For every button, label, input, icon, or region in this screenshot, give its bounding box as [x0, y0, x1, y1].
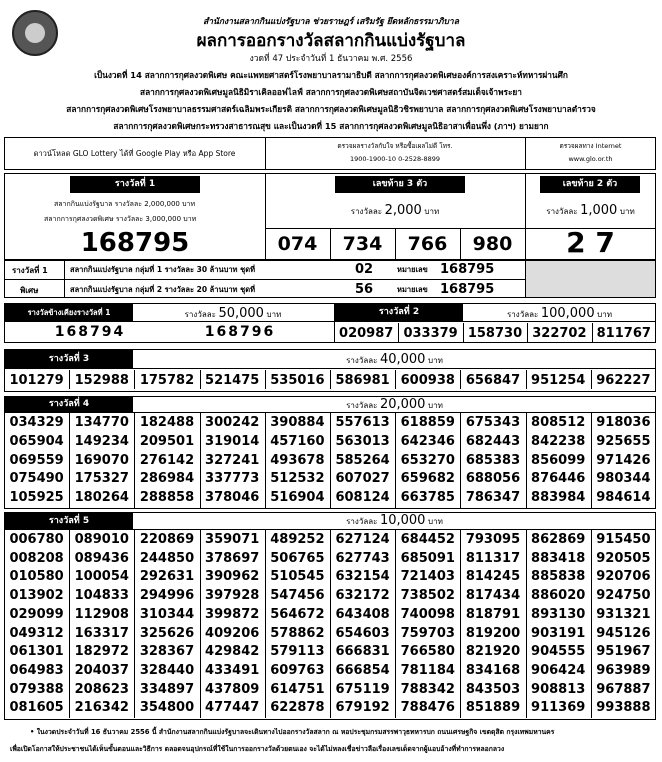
fifth-number: 010580 — [9, 569, 64, 585]
fourth-number: 512532 — [270, 471, 325, 487]
fifth-number: 433491 — [205, 662, 260, 678]
third-number: 600938 — [400, 373, 455, 388]
third-number: 101279 — [9, 373, 64, 388]
web-url[interactable]: www.glo.or.th — [568, 155, 613, 163]
fifth-number: 334897 — [139, 681, 195, 697]
fourth-number: 209501 — [139, 433, 195, 449]
fourth-number: 808512 — [531, 415, 586, 430]
fourth-number: 300242 — [205, 415, 260, 430]
fifth-number: 292631 — [139, 569, 195, 585]
fifth-number: 489252 — [270, 532, 325, 547]
near-number: 168794 — [54, 324, 126, 340]
third-number: 656847 — [465, 373, 521, 388]
fifth-number: 328367 — [139, 644, 195, 660]
first-prize-amount-1: สลากกินแบ่งรัฐบาล รางวัลละ 2,000,000 บาท — [54, 200, 196, 208]
fifth-number: 547456 — [270, 588, 325, 604]
fifth-number: 220869 — [139, 532, 195, 547]
fourth-number: 169070 — [74, 452, 129, 468]
fifth-number: 632172 — [335, 588, 390, 604]
fifth-number: 006780 — [9, 532, 64, 547]
fourth-number: 971426 — [596, 452, 651, 468]
fifth-number: 064983 — [9, 662, 64, 678]
fifth-number: 325626 — [139, 625, 195, 641]
fifth-number: 244850 — [139, 550, 195, 566]
fourth-number: 563013 — [335, 433, 390, 449]
special-label-1: รางวัลที่ 1 — [12, 266, 48, 275]
last2-number: 2 7 — [566, 226, 615, 259]
fifth-number: 622878 — [270, 700, 325, 716]
fifth-number: 208623 — [74, 681, 129, 697]
fifth-number: 766580 — [400, 644, 455, 660]
third-label: รางวัลที่ 3 — [5, 350, 133, 368]
app-download: ดาวน์โหลด GLO Lottery ได้ที่ Google Play หรือ App Store — [33, 149, 236, 158]
near-amount: รางวัลละ 50,000 บาท — [184, 306, 282, 321]
fifth-number: 963989 — [596, 662, 651, 678]
last2-label: เลขท้าย 2 ตัว — [540, 176, 640, 193]
fifth-number: 906424 — [531, 662, 586, 678]
fifth-number: 793095 — [465, 532, 521, 547]
fifth-number: 721403 — [400, 569, 455, 585]
fifth-number: 328440 — [139, 662, 195, 678]
fifth-number: 182972 — [74, 644, 129, 660]
fifth-number: 409206 — [205, 625, 260, 641]
first-prize-amount-2: สลากการกุศลงวดพิเศษ รางวัลละ 3,000,000 บาท — [44, 215, 197, 223]
fifth-number: 834168 — [465, 662, 521, 678]
third-number: 962227 — [596, 373, 651, 388]
special-row-1-desc: สลากกินแบ่งรัฐบาล กลุ่มที่ 1 รางวัลละ 30 ล้านบาท ชุดที่ — [70, 265, 256, 274]
fifth-number: 883418 — [531, 550, 586, 566]
fifth-number: 049312 — [9, 625, 64, 641]
first-prize-label: รางวัลที่ 1 — [70, 176, 200, 193]
fifth-number: 310344 — [139, 606, 195, 622]
fifth-number: 920706 — [596, 569, 651, 585]
last3-label: เลขท้าย 3 ตัว — [335, 176, 465, 193]
fifth-number: 089436 — [74, 550, 129, 566]
special-row-1-num-label: หมายเลข — [397, 265, 428, 274]
org-tagline: สำนักงานสลากกินแบ่งรัฐบาล ช่วยราษฎร์ เสริมรัฐ ยึดหลักธรรมาภิบาล — [203, 17, 459, 27]
fourth-number: 918036 — [596, 415, 651, 430]
special-row-2-set: 56 — [355, 282, 374, 297]
fourth-number: 180264 — [74, 490, 129, 506]
fourth-number: 075490 — [9, 471, 64, 487]
fourth-number: 618859 — [400, 415, 455, 430]
fourth-number: 493678 — [270, 452, 325, 468]
fourth-number: 608124 — [335, 490, 390, 506]
fifth-number: 788476 — [400, 700, 455, 716]
fifth-number: 399872 — [205, 606, 260, 622]
fourth-number: 682443 — [465, 433, 521, 449]
fifth-number: 993888 — [596, 700, 651, 716]
fourth-amount: รางวัลละ 20,000 บาท — [346, 397, 443, 412]
fifth-number: 759703 — [400, 625, 455, 641]
special-label-2: พิเศษ — [20, 286, 39, 295]
fifth-number: 627743 — [335, 550, 390, 566]
fifth-number: 945126 — [596, 625, 651, 641]
fourth-number: 980344 — [596, 471, 651, 487]
last3-number: 734 — [342, 233, 383, 255]
fifth-number: 821920 — [465, 644, 521, 660]
page-title: ผลการออกรางวัลสลากกินแบ่งรัฐบาล — [196, 31, 466, 51]
fifth-amount: รางวัลละ 10,000 บาท — [346, 513, 443, 528]
fifth-number: 675119 — [335, 681, 390, 697]
last3-amount: รางวัลละ 2,000 บาท — [350, 203, 440, 218]
footer-note-1: • ในงวดประจำวันที่ 16 ธันวาคม 2556 นี้ สำนักงานสลากกินแบ่งรัฐบาลจะเดินทางไปออกรางวัลสลาก ณ หอประชุมกรมสรรพาวุธทหารบก ถนนเศรษฐกิจ เขตดุสิต กรุงเทพมหานคร — [30, 728, 555, 736]
web-label: ตรวจผลทาง Internet — [559, 142, 622, 150]
fifth-number: 811317 — [465, 550, 521, 566]
fourth-number: 286984 — [139, 471, 195, 487]
fifth-number: 684452 — [400, 532, 455, 547]
second-label: รางวัลที่ 2 — [335, 304, 463, 321]
last3-number: 980 — [472, 233, 513, 255]
last3-number: 766 — [407, 233, 448, 255]
fourth-number: 663785 — [400, 490, 455, 506]
near-number: 168796 — [204, 324, 276, 340]
special-row-2-number: 168795 — [440, 282, 495, 297]
draw-info: งวดที่ 47 ประจำวันที่ 1 ธันวาคม พ.ศ. 2556 — [249, 54, 413, 64]
third-amount: รางวัลละ 40,000 บาท — [346, 352, 443, 367]
fifth-number: 477447 — [205, 700, 260, 716]
fourth-number: 378046 — [205, 490, 260, 506]
fourth-number: 069559 — [9, 452, 64, 468]
fourth-number: 876446 — [531, 471, 586, 487]
fifth-number: 851889 — [465, 700, 521, 716]
second-number: 322702 — [532, 326, 587, 341]
fifth-number: 506765 — [270, 550, 325, 566]
second-number: 811767 — [596, 326, 651, 341]
fifth-number: 814245 — [465, 569, 521, 585]
fifth-number: 100054 — [74, 569, 129, 585]
fourth-number: 134770 — [74, 415, 129, 430]
fifth-number: 204037 — [74, 662, 129, 678]
fifth-number: 951967 — [596, 644, 651, 660]
fourth-number: 175327 — [74, 471, 129, 487]
last3-number: 074 — [277, 233, 318, 255]
second-number: 020987 — [339, 326, 394, 341]
fifth-number: 885838 — [531, 569, 586, 585]
fifth-number: 081605 — [9, 700, 64, 716]
second-amount: รางวัลละ 100,000 บาท — [507, 306, 612, 321]
footer-note-2: เพื่อเปิดโอกาสให้ประชาชนได้เห็นขั้นตอนและวิธีการ ตลอดจนอุปกรณ์ที่ใช้ในการออกรางวัลด้วยตนเอง จะได้ไม่หลงเชื่อข่าวลือเรื่องเลขเด็ดจากผู้แอบอ้างที่ทำการหลอกลวง — [10, 745, 505, 753]
fifth-number: 564672 — [270, 606, 325, 622]
fourth-number: 685383 — [465, 452, 521, 468]
second-number: 158730 — [467, 326, 523, 341]
special-row-1-set: 02 — [355, 262, 374, 277]
fifth-number: 904555 — [531, 644, 586, 660]
fifth-number: 862869 — [531, 532, 586, 547]
fourth-number: 925655 — [596, 433, 651, 449]
last2-amount: รางวัลละ 1,000 บาท — [546, 203, 635, 218]
fifth-number: 029099 — [9, 606, 64, 622]
third-number: 175782 — [139, 373, 195, 388]
fourth-number: 457160 — [270, 433, 325, 449]
fifth-label: รางวัลที่ 5 — [5, 513, 133, 529]
fourth-number: 984614 — [596, 490, 651, 506]
fifth-number: 627124 — [335, 532, 390, 547]
third-number: 521475 — [205, 373, 260, 388]
fifth-number: 609763 — [270, 662, 325, 678]
fifth-number: 654603 — [335, 625, 390, 641]
fifth-number: 915450 — [596, 532, 651, 547]
fifth-number: 579113 — [270, 644, 325, 660]
fifth-number: 819200 — [465, 625, 521, 641]
fifth-number: 104833 — [74, 588, 129, 604]
fourth-number: 642346 — [400, 433, 455, 449]
fourth-number: 327241 — [205, 452, 260, 468]
fourth-number: 688056 — [465, 471, 521, 487]
fourth-number: 319014 — [205, 433, 260, 449]
third-number: 535016 — [270, 373, 325, 388]
fifth-number: 685091 — [400, 550, 455, 566]
fourth-number: 557613 — [335, 415, 390, 430]
fifth-number: 817434 — [465, 588, 521, 604]
fifth-number: 920505 — [596, 550, 651, 566]
fourth-number: 390884 — [270, 415, 325, 430]
second-number: 033379 — [403, 326, 458, 341]
third-number: 586981 — [335, 373, 390, 388]
fifth-number: 908813 — [531, 681, 586, 697]
fifth-number: 643408 — [335, 606, 390, 622]
fourth-number: 786347 — [465, 490, 521, 506]
fourth-number: 659682 — [400, 471, 455, 487]
header-line: เป็นงวดที่ 14 สลากการกุศลงวดพิเศษ คณะแพทยศาสตร์โรงพยาบาลรามาธิบดี สลากการกุศลงวดพิเศษองค์การสงเคราะห์ทหารผ่านศึก — [94, 70, 568, 80]
fourth-number: 842238 — [531, 433, 586, 449]
fifth-number: 632154 — [335, 569, 390, 585]
fourth-number: 607027 — [335, 471, 390, 487]
fifth-number: 089010 — [74, 532, 129, 547]
fifth-number: 578862 — [270, 625, 325, 641]
near-label: รางวัลข้างเคียงรางวัลที่ 1 — [5, 304, 133, 321]
fifth-number: 008208 — [9, 550, 64, 566]
fifth-number: 666831 — [335, 644, 390, 660]
fourth-number: 883984 — [531, 490, 586, 506]
fifth-number: 390962 — [205, 569, 260, 585]
fourth-number: 276142 — [139, 452, 195, 468]
fifth-number: 614751 — [270, 681, 325, 697]
fourth-number: 065904 — [9, 433, 64, 449]
third-number: 951254 — [531, 373, 586, 388]
fourth-number: 182488 — [139, 415, 195, 430]
fifth-number: 740098 — [400, 606, 455, 622]
fifth-number: 931321 — [596, 606, 651, 622]
fourth-number: 034329 — [9, 415, 64, 430]
fifth-number: 112908 — [74, 606, 129, 622]
header-line: สลากการกุศลงวดพิเศษกระทรวงสาธารณสุข และเป็นงวดที่ 15 สลากการกุศลงวดพิเศษมูลนิธิอาสาเพื่อนพึ่ง (ภาฯ) ยามยาก — [113, 121, 549, 131]
fourth-number: 288858 — [139, 490, 195, 506]
fifth-number: 967887 — [596, 681, 651, 697]
header-line: สลากการกุศลงวดพิเศษโรงพยาบาลธรรมศาสตร์เฉลิมพระเกียรติ สลากการกุศลงวดพิเศษมูลนิธิวชิรพยาบาล สลากการกุศลงวดพิเศษโรงพยาบาลตำรวจ — [66, 104, 596, 114]
fifth-number: 061301 — [9, 644, 64, 660]
fourth-number: 675343 — [465, 415, 521, 430]
fifth-number: 911369 — [531, 700, 586, 716]
fifth-number: 666854 — [335, 662, 390, 678]
fourth-number: 653270 — [400, 452, 455, 468]
fourth-number: 516904 — [270, 490, 325, 506]
header-line: สลากการกุศลงวดพิเศษมูลนิธิมิราเคิลออฟไลฟ์ สลากการกุศลงวดพิเศษสถาบันจิตเวชศาสตร์สมเด็จเจ้าพระยา — [140, 87, 522, 97]
fifth-number: 354800 — [139, 700, 195, 716]
fifth-number: 679192 — [335, 700, 390, 716]
fifth-number: 924750 — [596, 588, 651, 604]
fifth-number: 886020 — [531, 588, 586, 604]
fourth-number: 105925 — [9, 490, 64, 506]
fourth-number: 149234 — [74, 433, 129, 449]
fifth-number: 163317 — [74, 625, 129, 641]
fifth-number: 079388 — [9, 681, 64, 697]
fifth-number: 437809 — [205, 681, 260, 697]
special-row-1-number: 168795 — [440, 262, 495, 277]
fifth-number: 378697 — [205, 550, 260, 566]
fifth-number: 397928 — [205, 588, 260, 604]
special-row-2-desc: สลากกินแบ่งรัฐบาล กลุ่มที่ 2 รางวัลละ 20 ล้านบาท ชุดที่ — [70, 285, 256, 294]
phone-numbers: 1900-1900-10 0-2528-8899 — [349, 155, 441, 163]
fifth-number: 781184 — [400, 662, 455, 678]
fifth-number: 359071 — [205, 532, 260, 547]
fourth-number: 585264 — [335, 452, 390, 468]
fourth-label: รางวัลที่ 4 — [5, 397, 133, 412]
fourth-number: 856099 — [531, 452, 586, 468]
fifth-number: 429842 — [205, 644, 260, 660]
fifth-number: 013902 — [9, 588, 64, 604]
fifth-number: 294996 — [139, 588, 195, 604]
fifth-number: 818791 — [465, 606, 521, 622]
fifth-number: 893130 — [531, 606, 586, 622]
third-number: 152988 — [74, 373, 129, 388]
fourth-number: 337773 — [205, 471, 260, 487]
fifth-number: 843503 — [465, 681, 521, 697]
fifth-number: 903191 — [531, 625, 586, 641]
first-prize-number: 168795 — [80, 228, 190, 258]
special-row-2-num-label: หมายเลข — [397, 285, 428, 294]
fifth-number: 738502 — [400, 588, 455, 604]
fifth-number: 788342 — [400, 681, 455, 697]
fifth-number: 510545 — [270, 569, 325, 585]
check-phone-label: ตรวจผลรางวัลกับใจ หรือซื้อเผลไม่ดี โทร. — [337, 142, 453, 150]
fifth-number: 216342 — [74, 700, 129, 716]
